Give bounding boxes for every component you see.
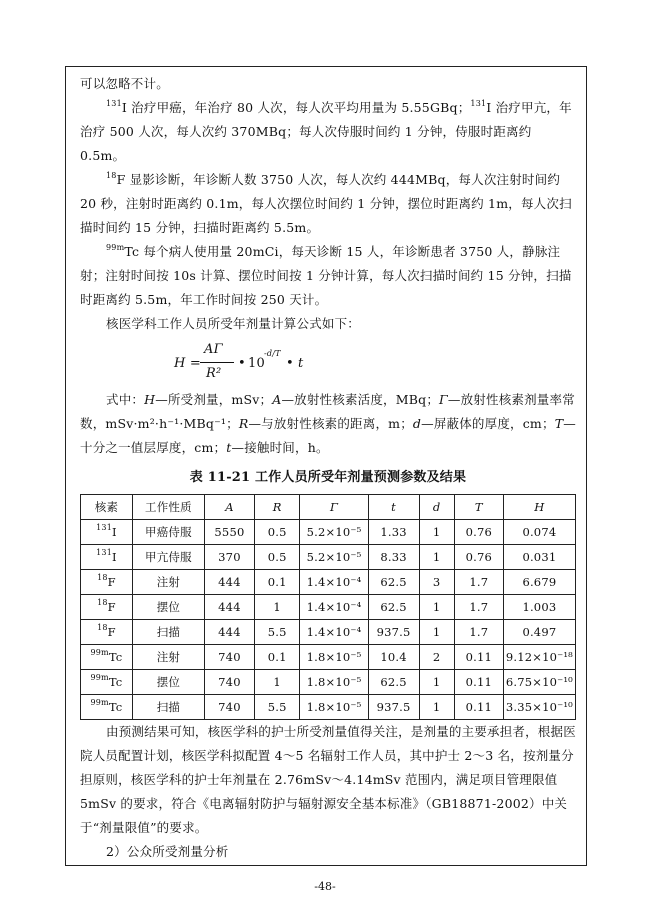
cell-t: 62.5	[368, 670, 419, 695]
isotope-superscript: 99m	[90, 698, 109, 707]
cell-t: 0.11	[454, 670, 503, 695]
cell-g: 5.2×10⁻⁵	[300, 520, 368, 545]
cell-d: 1	[419, 520, 454, 545]
formula-dot: •	[286, 356, 294, 371]
paragraph-text: I 治疗甲亢，年治疗 500 人次，每人次约 370MBq；每人次侍服时间约 1 分钟，侍服时距离约 0.5m。	[80, 100, 572, 163]
nuclide-symbol: I	[112, 525, 117, 539]
dose-table	[80, 494, 576, 720]
isotope-superscript: 18	[97, 598, 108, 607]
table-row	[81, 670, 576, 695]
cell-d: 2	[419, 645, 454, 670]
cell-work: 注射	[132, 570, 204, 595]
cell-a: 370	[204, 545, 254, 570]
cell-r: 5.5	[254, 620, 300, 645]
cell-nuclide	[81, 570, 133, 595]
isotope-superscript: 131	[470, 99, 487, 108]
cell-g: 1.8×10⁻⁵	[300, 695, 368, 720]
cell-nuclide	[81, 595, 133, 620]
isotope-superscript: 18	[97, 573, 108, 582]
text: —接触时间，h。	[231, 440, 329, 455]
cell-work: 注射	[132, 645, 204, 670]
text: —十分之一值层厚度，cm；	[80, 416, 576, 455]
cell-r: 1	[254, 595, 300, 620]
cell-t: 0.11	[454, 695, 503, 720]
cell-r: 0.5	[254, 520, 300, 545]
cell-h: 6.679	[503, 570, 575, 595]
cell-work: 甲癌侍服	[132, 520, 204, 545]
isotope-superscript: 131	[106, 99, 122, 108]
cell-a: 740	[204, 670, 254, 695]
cell-a: 444	[204, 595, 254, 620]
paragraph-text: F 显影诊断，年诊断人数 3750 人次，每人次约 444MBq，每人次注射时间约 20 秒，注射时距离约 0.1m，每人次摆位时间约 1 分钟，摆位时距离约 1m，每人次扫描时间约 15 分钟，扫描时距离约 5.5m。	[80, 172, 572, 235]
col-header: t	[368, 495, 419, 520]
cell-h: 0.074	[503, 520, 575, 545]
paragraph-tc99m	[80, 240, 576, 312]
var: R	[238, 416, 249, 431]
text: —所受剂量，mSv；	[155, 392, 273, 407]
cell-r: 5.5	[254, 695, 300, 720]
isotope-superscript: 131	[96, 548, 113, 557]
cell-r: 0.1	[254, 570, 300, 595]
cell-work: 甲亢侍服	[132, 545, 204, 570]
cell-t: 10.4	[368, 645, 419, 670]
nuclide-symbol: Tc	[108, 675, 123, 689]
cell-t: 1.33	[368, 520, 419, 545]
cell-a: 740	[204, 695, 254, 720]
cell-t: 1.7	[454, 620, 503, 645]
paragraph-public-dose: 2）公众所受剂量分析	[106, 844, 229, 859]
isotope-superscript: 99m	[90, 648, 109, 657]
col-header: d	[419, 495, 454, 520]
cell-d: 3	[419, 570, 454, 595]
cell-t: 62.5	[368, 570, 419, 595]
formula-lhs: H =	[174, 356, 201, 371]
cell-r: 1	[254, 670, 300, 695]
nuclide-symbol: Tc	[108, 700, 123, 714]
cell-a: 740	[204, 645, 254, 670]
table-row	[81, 545, 576, 570]
cell-h: 1.003	[503, 595, 575, 620]
cell-g: 1.4×10⁻⁴	[300, 570, 368, 595]
paragraph-i131	[80, 96, 576, 168]
isotope-superscript: 99m	[90, 673, 109, 682]
cell-d: 1	[419, 695, 454, 720]
nuclide-symbol: F	[107, 600, 116, 614]
formula-numerator: AΓ	[204, 342, 223, 357]
formula-exponent: -d/T	[264, 349, 281, 358]
col-header: T	[454, 495, 503, 520]
var: T	[554, 416, 564, 431]
table-row	[81, 595, 576, 620]
cell-g: 1.8×10⁻⁵	[300, 670, 368, 695]
cell-t: 937.5	[368, 695, 419, 720]
cell-nuclide	[81, 520, 133, 545]
var: Γ	[439, 392, 448, 407]
cell-g: 1.4×10⁻⁴	[300, 620, 368, 645]
cell-t: 0.76	[454, 545, 503, 570]
col-header: R	[254, 495, 300, 520]
cell-r: 0.1	[254, 645, 300, 670]
table-row	[81, 645, 576, 670]
table-caption: 表 11-21 工作人员所受年剂量预测参数及结果	[189, 470, 467, 485]
cell-nuclide	[81, 620, 133, 645]
cell-nuclide	[81, 645, 133, 670]
paragraph-1: 可以忽略不计。	[80, 76, 169, 91]
cell-work: 扫描	[132, 695, 204, 720]
isotope-superscript: 18	[97, 623, 108, 632]
cell-nuclide	[81, 695, 133, 720]
text: —屏蔽体的厚度，cm；	[421, 416, 555, 431]
cell-t: 62.5	[368, 595, 419, 620]
formula-dot: •	[238, 356, 246, 371]
cell-g: 5.2×10⁻⁵	[300, 545, 368, 570]
cell-r: 0.5	[254, 545, 300, 570]
cell-t: 0.11	[454, 645, 503, 670]
isotope-superscript: 18	[106, 171, 117, 180]
isotope-superscript: 99m	[106, 243, 125, 252]
col-header: Γ	[300, 495, 368, 520]
var: t	[226, 440, 232, 455]
text: —放射性核素活度，MBq；	[281, 392, 440, 407]
cell-t: 1.7	[454, 570, 503, 595]
cell-h: 3.35×10⁻¹⁰	[503, 695, 575, 720]
text: 式中：	[106, 392, 145, 407]
cell-work: 扫描	[132, 620, 204, 645]
var: d	[412, 416, 422, 431]
cell-work: 摆位	[132, 670, 204, 695]
nuclide-symbol: F	[107, 625, 116, 639]
col-header: 工作性质	[132, 495, 204, 520]
cell-t: 0.76	[454, 520, 503, 545]
cell-g: 1.8×10⁻⁵	[300, 645, 368, 670]
col-header: A	[204, 495, 254, 520]
col-header: H	[503, 495, 575, 520]
cell-nuclide	[81, 545, 133, 570]
paragraph-formula-intro: 核医学科工作人员所受年剂量计算公式如下：	[106, 316, 361, 331]
var: H	[144, 392, 156, 407]
table-row	[81, 570, 576, 595]
table-header-row	[81, 495, 576, 520]
formula-t: t	[298, 356, 304, 371]
isotope-superscript: 131	[96, 523, 113, 532]
text: —与放射性核素的距离，m；	[248, 416, 413, 431]
cell-g: 1.4×10⁻⁴	[300, 595, 368, 620]
cell-t: 8.33	[368, 545, 419, 570]
col-header: 核素	[81, 495, 133, 520]
cell-d: 1	[419, 670, 454, 695]
nuclide-symbol: I	[112, 550, 117, 564]
cell-nuclide	[81, 670, 133, 695]
cell-a: 444	[204, 620, 254, 645]
cell-a: 5550	[204, 520, 254, 545]
document-body	[80, 72, 576, 864]
var: A	[272, 392, 282, 407]
formula-base: 10	[248, 356, 265, 371]
paragraph-conclusion: 由预测结果可知，核医学科的护士所受剂量值得关注，是剂量的主要承担者，根据医院人员配置计划，核医学科拟配置 4～5 名辐射工作人员，其中护士 2～3 名，按剂量分担原则，核医学科的护士年剂量在 2.76mSv～4.14mSv 范围内，满足项目管理限值 5mSv 的要求，符合《电离辐射防护与辐射源安全基本标准》（GB18871-2002）中关于“剂量限值”的要求。	[80, 724, 576, 835]
table-row	[81, 620, 576, 645]
cell-t: 1.7	[454, 595, 503, 620]
cell-h: 6.75×10⁻¹⁰	[503, 670, 575, 695]
table-row	[81, 695, 576, 720]
table-row	[81, 520, 576, 545]
text: —放射性核素剂量率常数，mSv·m²·h⁻¹·MBq⁻¹；	[80, 392, 575, 431]
nuclide-symbol: Tc	[108, 650, 123, 664]
nuclide-symbol: F	[107, 575, 116, 589]
paragraph-text: Tc 每个病人使用量 20mCi，每天诊断 15 人，年诊断患者 3750 人，静脉注射；注射时间按 10s 计算、摆位时间按 1 分钟计算，每人次扫描时间约 15 分钟，扫描时距离约 5.5m，年工作时间按 250 天计。	[80, 244, 572, 307]
cell-t: 937.5	[368, 620, 419, 645]
paragraph-variables	[80, 388, 576, 460]
dose-formula	[80, 340, 576, 384]
cell-h: 0.497	[503, 620, 575, 645]
page-number: -48-	[314, 880, 336, 893]
paragraph-text: I 治疗甲癌，年治疗 80 人次，每人次平均用量为 5.55GBq；	[121, 100, 471, 115]
cell-a: 444	[204, 570, 254, 595]
cell-h: 9.12×10⁻¹⁸	[503, 645, 575, 670]
cell-work: 摆位	[132, 595, 204, 620]
cell-d: 1	[419, 545, 454, 570]
paragraph-f18	[80, 168, 576, 240]
formula-denominator: R²	[206, 366, 222, 381]
cell-d: 1	[419, 620, 454, 645]
cell-d: 1	[419, 595, 454, 620]
cell-h: 0.031	[503, 545, 575, 570]
